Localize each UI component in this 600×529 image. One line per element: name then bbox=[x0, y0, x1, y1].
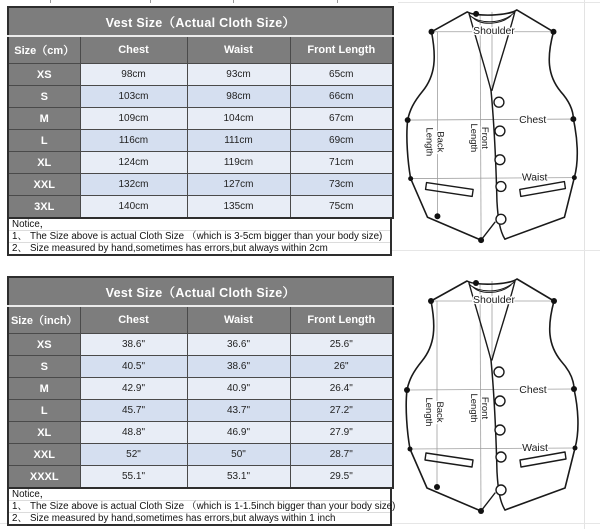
measurement-cell: 26.4" bbox=[290, 378, 393, 400]
measurement-cell: 53.1" bbox=[187, 466, 290, 489]
column-header-front-length: Front Length bbox=[290, 306, 393, 334]
measurement-cell: 73cm bbox=[290, 174, 393, 196]
size-label-cell: XXXL bbox=[8, 466, 80, 489]
front-length-label bbox=[468, 393, 490, 422]
measurement-cell: 69cm bbox=[290, 130, 393, 152]
gridline-tick bbox=[233, 0, 234, 3]
measurement-cell: 43.7" bbox=[187, 400, 290, 422]
table-row bbox=[8, 378, 393, 400]
column-header-chest: Chest bbox=[80, 306, 187, 334]
table-row bbox=[8, 196, 393, 219]
table-row bbox=[8, 400, 393, 422]
svg-text:Length: Length bbox=[469, 123, 481, 153]
measurement-cell: 55.1" bbox=[80, 466, 187, 489]
measurement-cell: 40.5" bbox=[80, 356, 187, 378]
notice-label: Notice， bbox=[9, 489, 390, 501]
svg-text:Back: Back bbox=[435, 131, 447, 153]
measurement-cell: 127cm bbox=[187, 174, 290, 196]
button-row bbox=[494, 367, 506, 495]
right-pocket bbox=[520, 182, 566, 197]
size-table-inch bbox=[7, 276, 394, 489]
table-header-row bbox=[8, 306, 393, 334]
size-table-section-inch bbox=[7, 276, 396, 526]
table-row bbox=[8, 152, 393, 174]
measurement-cell: 48.8" bbox=[80, 422, 187, 444]
table-title: Vest Size（Actual Cloth Size） bbox=[8, 277, 393, 306]
size-label-cell: M bbox=[8, 108, 80, 130]
size-label-cell: M bbox=[8, 378, 80, 400]
table-row bbox=[8, 356, 393, 378]
chest-label: Chest bbox=[519, 384, 547, 396]
size-label-cell: XL bbox=[8, 422, 80, 444]
shoulder-label: Shoulder bbox=[473, 25, 515, 37]
size-table-cm bbox=[7, 6, 394, 219]
left-pocket bbox=[425, 453, 473, 467]
notice-line-2: 2、 Size measured by hand,sometimes has errors,but always within 1 inch bbox=[12, 513, 336, 524]
shoulder-label: Shoulder bbox=[472, 294, 516, 306]
column-header-size: Size（cm） bbox=[8, 36, 80, 64]
table-row bbox=[8, 64, 393, 86]
measurement-cell: 29.5" bbox=[290, 466, 393, 489]
measurement-cell: 98cm bbox=[187, 86, 290, 108]
table-row bbox=[8, 174, 393, 196]
table-row bbox=[8, 444, 393, 466]
measurement-cell: 50" bbox=[187, 444, 290, 466]
table-title-row bbox=[8, 7, 393, 36]
table-row bbox=[8, 86, 393, 108]
gridline-tick bbox=[50, 0, 51, 3]
measurement-cell: 25.6" bbox=[290, 334, 393, 356]
column-header-front-length: Front Length bbox=[290, 36, 393, 64]
measurement-cell: 67cm bbox=[290, 108, 393, 130]
table-title: Vest Size（Actual Cloth Size） bbox=[8, 7, 393, 36]
waist-label: Waist bbox=[522, 442, 548, 454]
measurement-cell: 45.7" bbox=[80, 400, 187, 422]
svg-text:Back: Back bbox=[434, 401, 445, 423]
waist-label: Waist bbox=[521, 172, 548, 184]
measurement-cell: 36.6" bbox=[187, 334, 290, 356]
table-row bbox=[8, 466, 393, 489]
size-label-cell: L bbox=[8, 130, 80, 152]
svg-text:Length: Length bbox=[468, 393, 479, 423]
size-table-section-cm bbox=[7, 6, 392, 256]
column-header-size: Size（inch） bbox=[8, 306, 80, 334]
measurement-cell: 27.2" bbox=[290, 400, 393, 422]
measurement-cell: 98cm bbox=[80, 64, 187, 86]
notice-label: Notice， bbox=[9, 219, 390, 231]
size-label-cell: XS bbox=[8, 334, 80, 356]
measurement-cell: 119cm bbox=[187, 152, 290, 174]
table-row bbox=[8, 334, 393, 356]
size-label-cell: S bbox=[8, 86, 80, 108]
measurement-cell: 124cm bbox=[80, 152, 187, 174]
measurement-cell: 75cm bbox=[290, 196, 393, 219]
measurement-cell: 103cm bbox=[80, 86, 187, 108]
measurement-lines bbox=[407, 281, 575, 511]
column-header-waist: Waist bbox=[187, 36, 290, 64]
measurement-cell: 111cm bbox=[187, 130, 290, 152]
measurement-cell: 52" bbox=[80, 444, 187, 466]
measurement-cell: 26" bbox=[290, 356, 393, 378]
table-row bbox=[8, 130, 393, 152]
size-label-cell: L bbox=[8, 400, 80, 422]
gridline-tick bbox=[150, 0, 151, 3]
back-length-label bbox=[423, 397, 445, 426]
measurement-cell: 46.9" bbox=[187, 422, 290, 444]
notice-line-1: 1、 The Size above is actual Cloth Size （which is 1-1.5inch bigger than your body size) bbox=[9, 501, 390, 513]
table-header-row bbox=[8, 36, 393, 64]
notice-box bbox=[7, 489, 396, 526]
right-pocket bbox=[520, 452, 566, 467]
measurement-cell: 40.9" bbox=[187, 378, 290, 400]
size-label-cell: 3XL bbox=[8, 196, 80, 219]
svg-text:Front: Front bbox=[480, 126, 492, 149]
vest-measurement-diagram bbox=[397, 272, 587, 522]
size-label-cell: XXL bbox=[8, 444, 80, 466]
front-length-label bbox=[469, 124, 491, 153]
chest-label: Chest bbox=[519, 115, 547, 127]
notice-line-2: 2、 Size measured by hand,sometimes has errors,but always within 2cm bbox=[12, 243, 328, 254]
back-length-label bbox=[425, 127, 447, 156]
column-header-waist: Waist bbox=[187, 306, 290, 334]
measurement-cell: 28.7" bbox=[290, 444, 393, 466]
measurement-cell: 38.6" bbox=[80, 334, 187, 356]
vest-measurement-diagram bbox=[397, 3, 587, 251]
button-row bbox=[494, 97, 506, 224]
left-pocket bbox=[426, 183, 474, 197]
measurement-cell: 132cm bbox=[80, 174, 187, 196]
measurement-cell: 66cm bbox=[290, 86, 393, 108]
svg-text:Length: Length bbox=[423, 397, 434, 427]
table-title-row bbox=[8, 277, 393, 306]
size-label-cell: XS bbox=[8, 64, 80, 86]
svg-text:Front: Front bbox=[479, 396, 490, 420]
measurement-cell: 42.9" bbox=[80, 378, 187, 400]
table-row bbox=[8, 422, 393, 444]
svg-text:Length: Length bbox=[424, 127, 436, 157]
measurement-cell: 135cm bbox=[187, 196, 290, 219]
measurement-cell: 65cm bbox=[290, 64, 393, 86]
table-row bbox=[8, 108, 393, 130]
notice-line-1: 1、 The Size above is actual Cloth Size （which is 3-5cm bigger than your body size) bbox=[9, 231, 390, 243]
measurement-cell: 71cm bbox=[290, 152, 393, 174]
vest-diagram-panel bbox=[397, 3, 590, 251]
measurement-cell: 104cm bbox=[187, 108, 290, 130]
size-label-cell: XXL bbox=[8, 174, 80, 196]
size-label-cell: S bbox=[8, 356, 80, 378]
notice-box bbox=[7, 219, 392, 256]
measurement-cell: 93cm bbox=[187, 64, 290, 86]
measurement-cell: 116cm bbox=[80, 130, 187, 152]
vest-diagram-panel bbox=[397, 272, 590, 522]
gridline-tick bbox=[337, 0, 338, 3]
measurement-cell: 140cm bbox=[80, 196, 187, 219]
size-label-cell: XL bbox=[8, 152, 80, 174]
measurement-cell: 109cm bbox=[80, 108, 187, 130]
measurement-cell: 27.9" bbox=[290, 422, 393, 444]
column-header-chest: Chest bbox=[80, 36, 187, 64]
measurement-cell: 38.6" bbox=[187, 356, 290, 378]
